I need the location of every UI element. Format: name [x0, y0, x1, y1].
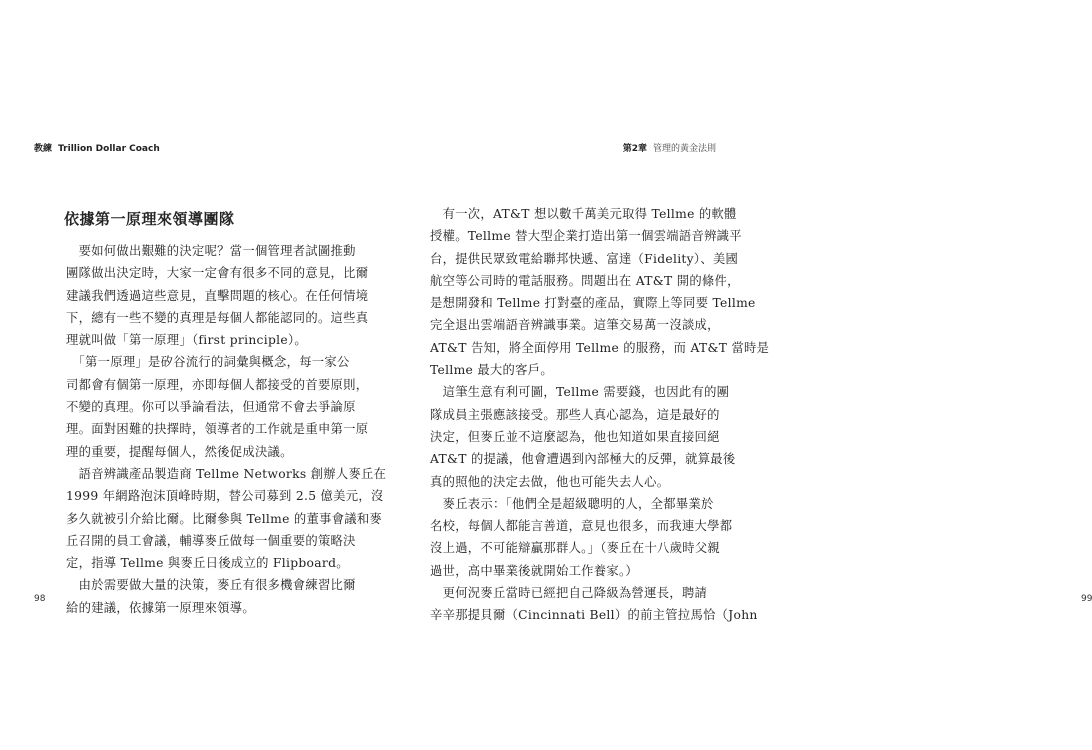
text-line: 名校，每個人都能言善道，意見也很多，而我連大學都 [430, 519, 733, 534]
text-line: 有一次，AT&T 想以數千萬美元取得 Tellme 的軟體 [430, 207, 737, 221]
left-page [0, 0, 387, 750]
text-line: 給的建議，依據第一原理來領導。 [66, 600, 255, 615]
text-line: 麥丘表示：「他們全是超級聰明的人，全都畢業於 [430, 496, 714, 511]
text-line: 司都會有個第一原理，亦即每個人都接受的首要原則， [66, 377, 369, 392]
text-line: 是想開發和 Tellme 打對臺的產品，實際上等同要 Tellme [430, 296, 756, 311]
running-head-label: 教練 [34, 144, 53, 154]
text-line: 過世，高中畢業後就開始工作養家。） [430, 563, 638, 578]
text-line: 完全退出雲端語音辨識事業。這筆交易萬一沒談成， [430, 318, 720, 333]
text-line: 下，總有一些不變的真理是每個人都能認同的。這些真 [66, 310, 369, 325]
left-page-number: 98 [34, 594, 46, 604]
left-body-text [66, 240, 387, 619]
text-line: 語音辨識產品製造商 Tellme Networks 創辦人麥丘在 [66, 466, 387, 481]
text-line: 由於需要做大量的決策，麥丘有很多機會練習比爾 [66, 578, 356, 593]
running-head-title: 管理的黃金法則 [652, 144, 716, 154]
text-line: 決定，但麥丘並不這麼認為，他也知道如果直接回絕 [430, 429, 720, 444]
text-line: 真的照他的決定去做，他也可能失去人心。 [430, 474, 670, 489]
text-line: 更何況麥丘當時已經把自己降級為營運長，聘請 [430, 586, 708, 601]
right-running-head [623, 141, 716, 154]
text-line: 「第一原理」是矽谷流行的詞彙與概念，每一家公 [66, 355, 350, 370]
text-line: 丘召開的員工會議，輔導麥丘做每一個重要的策略決 [66, 533, 356, 548]
running-head-title: Trillion Dollar Coach [58, 144, 160, 154]
right-body-text [430, 203, 770, 627]
text-line: 理的重要，提醒每個人，然後促成決議。 [66, 444, 293, 459]
text-line: 辛辛那提貝爾（Cincinnati Bell）的前主管拉馬恰（John [430, 608, 758, 623]
text-line: 理就叫做「第一原理」（first principle）。 [66, 333, 307, 348]
section-title: 依據第一原理來領導團隊 [64, 210, 235, 228]
text-line: 團隊做出決定時，大家一定會有很多不同的意見，比爾 [66, 266, 369, 281]
right-page-number: 99 [1081, 594, 1092, 604]
text-line: 台，提供民眾致電給聯邦快遞、富達（Fidelity）、美國 [430, 251, 739, 266]
text-line: 航空等公司時的電話服務。問題出在 AT&T 開的條件， [430, 273, 740, 288]
text-line: 授權。Tellme 替大型企業打造出第一個雲端語音辨識平 [430, 229, 742, 244]
text-line: 理。面對困難的抉擇時，領導者的工作就是重申第一原 [66, 422, 369, 437]
text-line: Tellme 最大的客戶。 [430, 363, 553, 378]
text-line: AT&T 告知，將全面停用 Tellme 的服務，而 AT&T 當時是 [430, 340, 770, 355]
running-head-label: 第2章 [622, 144, 647, 154]
text-line: 建議我們透過這些意見，直擊問題的核心。在任何情境 [66, 288, 369, 303]
left-running-head [34, 141, 160, 154]
text-line: 要如何做出艱難的決定呢？當一個管理者試圖推動 [66, 244, 356, 258]
text-line: AT&T 的提議，他會遭遇到內部極大的反彈，就算最後 [430, 452, 736, 467]
text-line: 這筆生意有利可圖，Tellme 需要錢，也因此有的團 [430, 385, 730, 400]
text-line: 沒上過，不可能辯贏那群人。」（麥丘在十八歲時父親 [430, 541, 721, 556]
text-line: 定，指導 Tellme 與麥丘日後成立的 Flipboard。 [66, 556, 349, 571]
text-line: 不變的真理。你可以爭論看法，但通常不會去爭論原 [66, 400, 356, 415]
text-line: 隊成員主張應該接受。那些人真心認為，這是最好的 [430, 407, 720, 422]
text-line: 1999 年網路泡沫頂峰時期，替公司募到 2.5 億美元，沒 [66, 489, 384, 504]
text-line: 多久就被引介給比爾。比爾參與 Tellme 的董事會議和麥 [66, 511, 383, 526]
